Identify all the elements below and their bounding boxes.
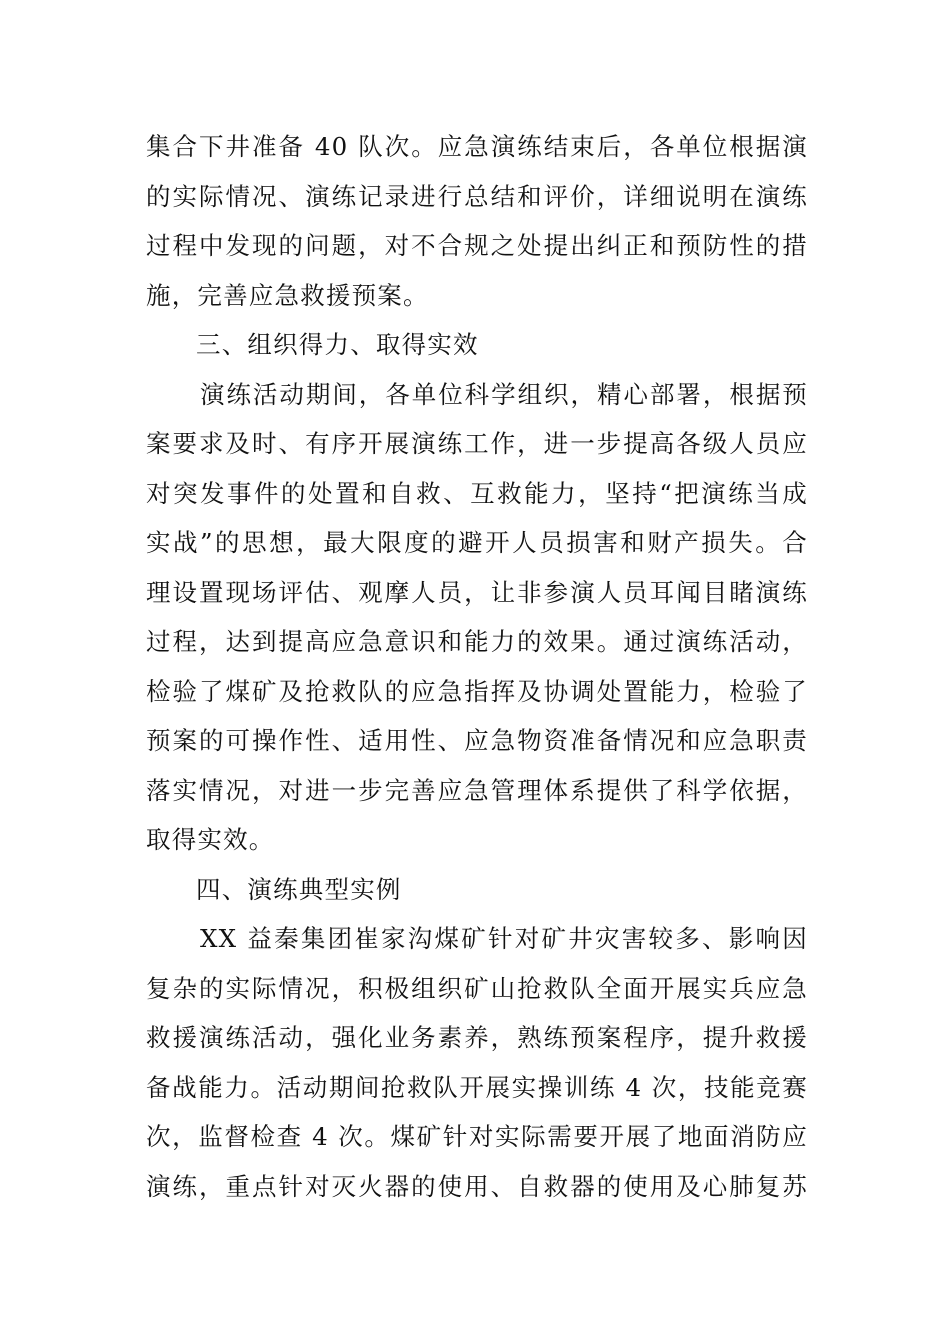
- paragraph-line: 的实际情况、演练记录进行总结和评价，详细说明在演练: [146, 181, 808, 211]
- paragraph-line: 案要求及时、有序开展演练工作，进一步提高各级人员应: [146, 429, 808, 458]
- paragraph-line: 落实情况，对进一步完善应急管理体系提供了科学依据，: [146, 775, 808, 805]
- paragraph-line: 过程中发现的问题，对不合规之处提出纠正和预防性的措: [146, 231, 808, 260]
- document-body: [146, 122, 808, 1211]
- paragraph-line: XX 益秦集团崔家沟煤矿针对矿井灾害较多、影响因: [200, 924, 808, 953]
- paragraph-line: 取得实效。: [146, 825, 275, 854]
- paragraph-line: 过程，达到提高应急意识和能力的效果。通过演练活动，: [146, 627, 808, 656]
- paragraph-line: 实战”的思想，最大限度的避开人员损害和财产损失。合: [146, 528, 808, 557]
- paragraph-line: 集合下井准备 40 队次。应急演练结束后，各单位根据演: [146, 132, 808, 161]
- paragraph-line: 救援演练活动，强化业务素养，熟练预案程序，提升救援: [146, 1023, 808, 1052]
- paragraph-line: 演练，重点针对灭火器的使用、自救器的使用及心肺复苏: [146, 1171, 808, 1201]
- paragraph-line: 理设置现场评估、观摩人员，让非参演人员耳闻目睹演练: [146, 577, 808, 607]
- paragraph-line: 检验了煤矿及抢救队的应急指挥及协调处置能力，检验了: [146, 676, 808, 706]
- paragraph-line: 演练活动期间，各单位科学组织，精心部署，根据预: [200, 379, 808, 409]
- paragraph-line: 对突发事件的处置和自救、互救能力，坚持“把演练当成: [146, 478, 808, 508]
- paragraph-line: 复杂的实际情况，积极组织矿山抢救队全面开展实兵应急: [146, 973, 808, 1003]
- paragraph-line: 次，监督检查 4 次。煤矿针对实际需要开展了地面消防应: [146, 1122, 808, 1151]
- paragraph-line: 施，完善应急救援预案。: [146, 280, 429, 310]
- paragraph-line: 备战能力。活动期间抢救队开展实操训练 4 次，技能竞赛: [146, 1072, 808, 1102]
- section-heading: 四、演练典型实例: [196, 874, 402, 904]
- paragraph-line: 预案的可操作性、适用性、应急物资准备情况和应急职责: [146, 726, 808, 755]
- section-heading: 三、组织得力、取得实效: [196, 330, 479, 359]
